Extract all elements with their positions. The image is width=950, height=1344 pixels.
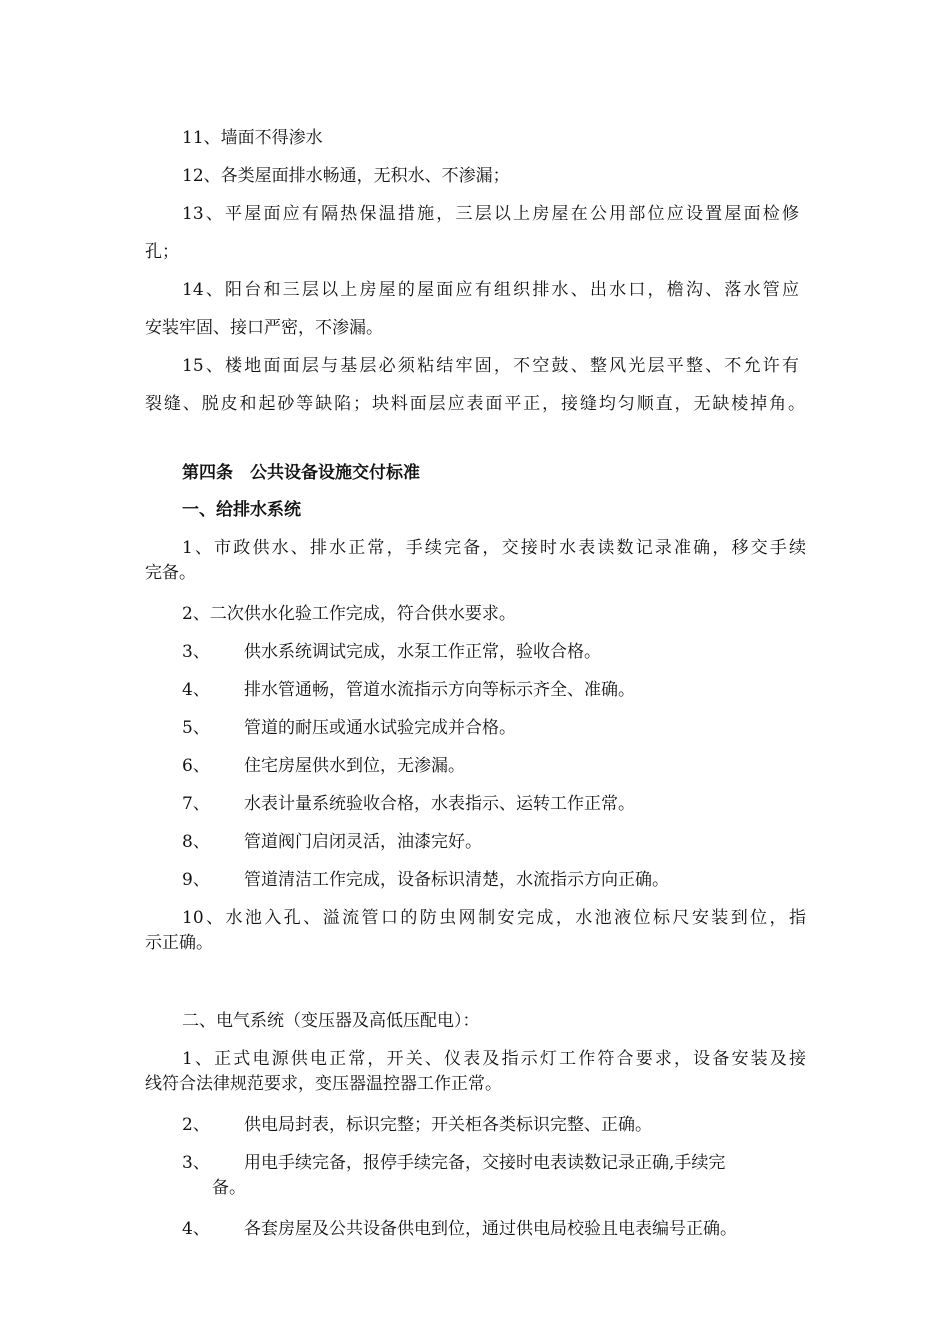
item-11: 11、墙面不得渗水 (182, 128, 323, 148)
item-13-line1: 13、平屋面应有隔热保温措施，三层以上房屋在公用部位应设置屋面检修 (182, 204, 799, 224)
item-15-line1: 15、楼地面面层与基层必须粘结牢固，不空鼓、整风光层平整、不允许有 (182, 356, 799, 376)
article-4-title: 第四条 公共设备设施交付标准 (182, 463, 420, 483)
item-14-line2: 安装牢固、接口严密，不渗漏。 (145, 318, 383, 338)
electric-item-3-line1: 3、 用电手续完备，报停手续完备，交接时电表读数记录正确,手续完 (182, 1153, 726, 1173)
water-item-4: 4、 排水管通畅，管道水流指示方向等标示齐全、准确。 (182, 680, 635, 700)
water-item-5: 5、 管道的耐压或通水试验完成并合格。 (182, 718, 516, 738)
water-item-2: 2、二次供水化验工作完成，符合供水要求。 (182, 604, 516, 624)
water-item-6: 6、 住宅房屋供水到位，无渗漏。 (182, 756, 465, 776)
item-12: 12、各类屋面排水畅通，无积水、不渗漏； (182, 166, 510, 186)
water-item-10-line2: 示正确。 (145, 933, 213, 953)
electric-system-heading: 二、电气系统（变压器及高低压配电）： (182, 1011, 480, 1031)
water-item-3: 3、 供水系统调试完成，水泵工作正常，验收合格。 (182, 642, 601, 662)
electric-item-2: 2、 供电局封表，标识完整；开关柜各类标识完整、正确。 (182, 1115, 652, 1135)
electric-item-4: 4、 各套房屋及公共设备供电到位，通过供电局校验且电表编号正确。 (182, 1219, 737, 1239)
item-14-line1: 14、阳台和三层以上房屋的屋面应有组织排水、出水口，檐沟、落水管应 (182, 280, 799, 300)
electric-item-1-line1: 1、正式电源供电正常，开关、仪表及指示灯工作符合要求，设备安装及接 (182, 1049, 806, 1069)
water-item-10-line1: 10、水池入孔、溢流管口的防虫网制安完成，水池液位标尺安装到位，指 (182, 908, 806, 928)
electric-item-3-line2: 备。 (212, 1178, 246, 1198)
electric-item-1-line2: 线符合法律规范要求，变压器温控器工作正常。 (145, 1074, 502, 1094)
water-system-heading: 一、给排水系统 (182, 500, 301, 520)
water-item-7: 7、 水表计量系统验收合格，水表指示、运转工作正常。 (182, 794, 635, 814)
water-item-1-line2: 完备。 (145, 563, 196, 583)
water-item-1-line1: 1、市政供水、排水正常，手续完备，交接时水表读数记录准确，移交手续 (182, 538, 806, 558)
item-15-line2: 裂缝、脱皮和起砂等缺陷；块料面层应表面平正，接缝均匀顺直，无缺棱掉角。 (145, 394, 805, 414)
water-item-9: 9、 管道清洁工作完成，设备标识清楚，水流指示方向正确。 (182, 870, 669, 890)
item-13-line2: 孔； (145, 242, 179, 262)
water-item-8: 8、 管道阀门启闭灵活，油漆完好。 (182, 832, 482, 852)
